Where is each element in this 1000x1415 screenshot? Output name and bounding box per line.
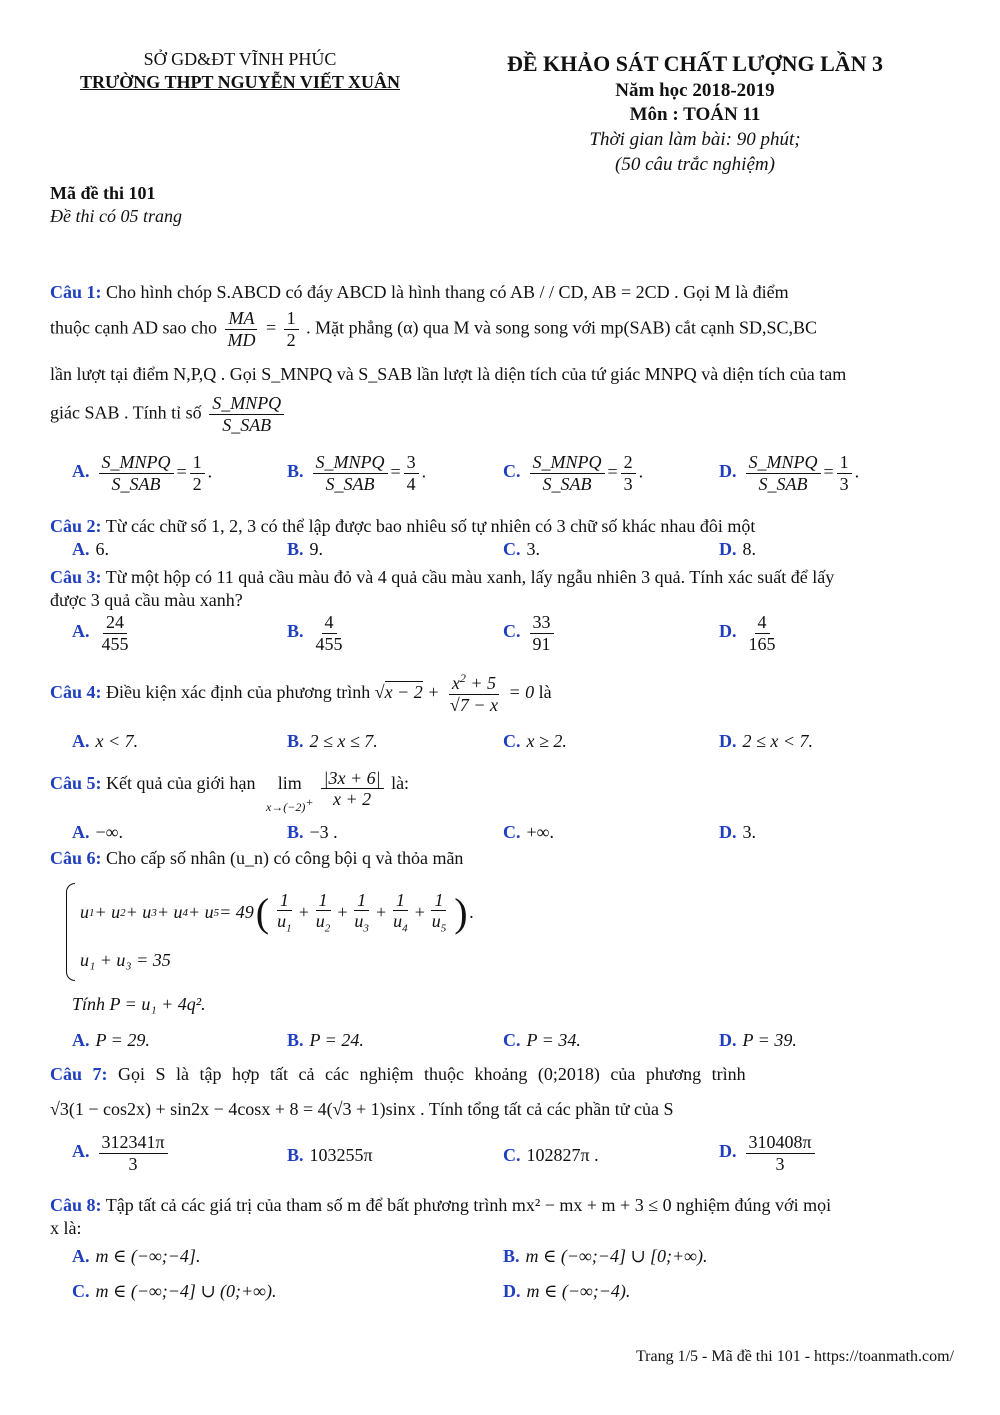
- question-count: (50 câu trắc nghiệm): [615, 153, 775, 175]
- option-b[interactable]: B. 9.: [287, 539, 324, 559]
- option-c[interactable]: C. +∞.: [503, 822, 554, 842]
- question-text: giác SAB . Tính tỉ số: [50, 402, 202, 423]
- option-a[interactable]: A. m ∈ (−∞;−4].: [72, 1246, 201, 1266]
- question-1-line-1: [50, 281, 954, 304]
- exam-code: Mã đề thi 101: [50, 183, 156, 203]
- option-d[interactable]: D. m ∈ (−∞;−4).: [503, 1281, 631, 1301]
- option-d[interactable]: D. 8.: [719, 539, 756, 559]
- equation: √x − 2 + $\frac{x^2 + 5}{√7 - x}$ = 0: [374, 671, 535, 715]
- department-name: SỞ GD&ĐT VĨNH PHÚC: [143, 49, 337, 69]
- option-d[interactable]: D. $\frac{4}{165}$: [719, 612, 776, 654]
- question-6-ask: Tính P = u₁ + 4q².: [72, 994, 206, 1014]
- option-b[interactable]: B. m ∈ (−∞;−4] ∪ [0;+∞).: [503, 1246, 708, 1266]
- option-a[interactable]: A. $\frac{312341\pi}{3}$: [72, 1132, 171, 1174]
- option-a[interactable]: A. x < 7.: [72, 731, 139, 751]
- option-d[interactable]: D. 3.: [719, 822, 756, 842]
- ratio-fraction: $\frac{\text{S\_MNPQ}}{\text{S\_SAB}}$: [209, 393, 284, 435]
- question-6: Câu 6: Cho cấp số nhân (u_n) có công bội q và thỏa mãn: [50, 848, 464, 868]
- page-count: Đề thi có 05 trang: [50, 206, 182, 226]
- limit-expression: lim x→(−2)+ $\frac{|3x + 6|}{x + 2}$: [266, 762, 387, 816]
- question-text: . Mặt phẳng (α) qua M và song song với mp(SAB) cắt cạnh SD,SC,BC: [306, 317, 818, 338]
- question-7-line-1: Câu 7: Gọi S là tập hợp tất cả các nghiệm thuộc khoảng (0;2018) của phương trình: [50, 1064, 746, 1084]
- question-text: lần lượt tại điểm N,P,Q . Gọi S_MNPQ và S_SAB lần lượt là diện tích của tứ giác MNPQ và diện tích của tam: [50, 364, 847, 384]
- question-1-line-2: thuộc cạnh AD sao cho $\frac{MA}{MD}$ = $\frac{1}{2}$ . Mặt phẳng (α) qua M và song song với mp(SAB) cắt cạnh SD,SC,BC: [50, 308, 818, 350]
- option-c[interactable]: C. $\frac{33}{91}$: [503, 612, 557, 654]
- question-2: Câu 2: Từ các chữ số 1, 2, 3 có thể lập được bao nhiêu số tự nhiên có 3 chữ số khác nhau đôi một: [50, 516, 756, 536]
- option-c[interactable]: C. 3.: [503, 539, 540, 559]
- question-4: Câu 4: Điều kiện xác định của phương trình √x − 2 + $\frac{x^2 + 5}{√7 - x}$ = 0 là: [50, 671, 552, 715]
- option-a[interactable]: A. P = 29.: [72, 1030, 150, 1050]
- duration: Thời gian làm bài: 90 phút;: [589, 128, 801, 150]
- option-c[interactable]: C. $\frac{\text{S\_MNPQ}}{\text{S\_SAB}}$ = $\frac{2}{3}$ .: [503, 452, 644, 494]
- question-7-line-2: √3(1 − cos2x) + sin2x − 4cosx + 8 = 4(√3 + 1)sinx . Tính tổng tất cả các phần tử của S: [50, 1099, 674, 1119]
- option-c[interactable]: C. m ∈ (−∞;−4] ∪ (0;+∞).: [72, 1281, 277, 1301]
- question-1-line-4: [50, 393, 954, 435]
- option-b[interactable]: B. $\frac{\text{S\_MNPQ}}{\text{S\_SAB}}$ = $\frac{3}{4}$ .: [287, 452, 427, 494]
- option-a[interactable]: A. $\frac{24}{455}$: [72, 612, 129, 654]
- system-equation-2: u₁ + u₃ = 35: [80, 950, 171, 970]
- question-3: Câu 3: Từ một hộp có 11 quả cầu màu đỏ và 4 quả cầu màu xanh, lấy ngẫu nhiên 3 quả. Tính xác suất để lấy được 3 quả cầu màu xanh?: [50, 567, 835, 611]
- subject: Môn : TOÁN 11: [629, 104, 761, 126]
- option-c[interactable]: C. 102827π .: [503, 1145, 599, 1165]
- header-right: [470, 50, 920, 177]
- option-c[interactable]: C. P = 34.: [503, 1030, 581, 1050]
- question-label: Câu 1:: [50, 282, 102, 302]
- question-5: Câu 5: Kết quả của giới hạn lim x→(−2)+ $\frac{|3x + 6|}{x + 2}$ là:: [50, 762, 954, 816]
- option-d[interactable]: D. 2 ≤ x < 7.: [719, 731, 814, 751]
- option-c[interactable]: C. x ≥ 2.: [503, 731, 567, 751]
- option-b[interactable]: B. 2 ≤ x ≤ 7.: [287, 731, 378, 751]
- option-a[interactable]: A. 6.: [72, 539, 109, 559]
- fraction: $\frac{MA}{MD}$: [227, 308, 256, 350]
- question-8: Câu 8: Tập tất cả các giá trị của tham số m để bất phương trình mx² − mx + m + 3 ≤ 0 nghiệm đúng với mọi x là:: [50, 1195, 832, 1239]
- option-d[interactable]: D. P = 39.: [719, 1030, 797, 1050]
- fraction: $\frac{1}{2}$: [284, 308, 299, 350]
- option-a[interactable]: A. $\frac{\text{S\_MNPQ}}{\text{S\_SAB}}$ = $\frac{1}{2}$ .: [72, 452, 213, 494]
- question-text: thuộc cạnh AD sao cho: [50, 317, 217, 338]
- option-b[interactable]: B. −3 .: [287, 822, 338, 842]
- exam-title: ĐỀ KHẢO SÁT CHẤT LƯỢNG LẦN 3: [506, 51, 884, 76]
- system-brace: [66, 883, 75, 981]
- question-1-line-3: [50, 363, 954, 386]
- option-b[interactable]: B. P = 24.: [287, 1030, 364, 1050]
- school-name: TRƯỜNG THPT NGUYỄN VIẾT XUÂN: [79, 72, 401, 93]
- school-year: Năm học 2018-2019: [615, 79, 775, 101]
- question-text: Cho hình chóp S.ABCD có đáy ABCD là hình thang có AB / / CD, AB = 2CD . Gọi M là điểm: [106, 282, 789, 302]
- page-footer: Trang 1/5 - Mã đề thi 101 - https://toanmath.com/: [635, 1348, 954, 1365]
- header-left: [40, 48, 440, 95]
- option-a[interactable]: A. −∞.: [72, 822, 123, 842]
- system-equation-1: u 1 + u 2 + u 3 + u 4 + u 5 = 49 ( $\frac{1}{u_1}$ + $\frac{1}{u_2}$ + $\frac{1}{u_3}$ + $\frac{1}{u_4}$ + $\frac{1}{u_5}$ ) .: [80, 889, 475, 935]
- option-b[interactable]: B. $\frac{4}{455}$: [287, 612, 343, 654]
- option-b[interactable]: B. 103255π: [287, 1145, 373, 1165]
- option-d[interactable]: D. $\frac{\text{S\_MNPQ}}{\text{S\_SAB}}$ = $\frac{1}{3}$ .: [719, 452, 860, 494]
- option-d[interactable]: D. $\frac{310408\pi}{3}$: [719, 1132, 818, 1174]
